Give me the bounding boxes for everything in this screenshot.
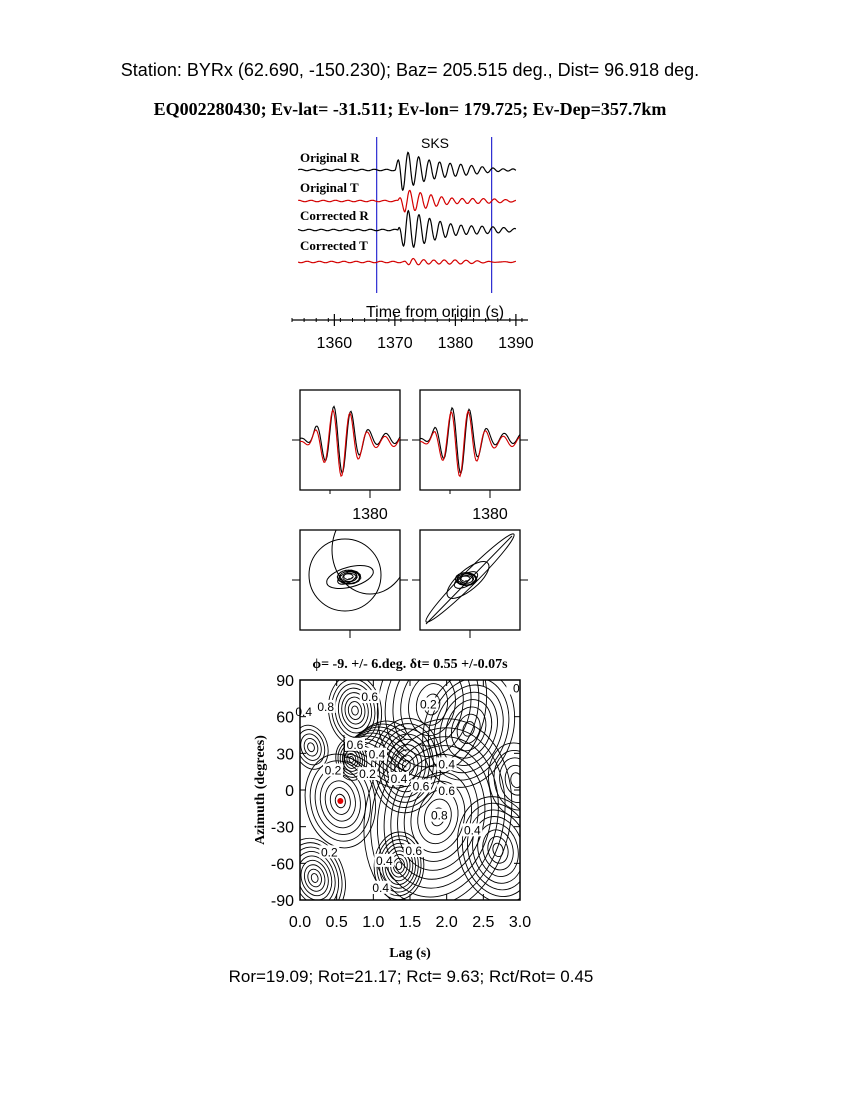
contour-line [292, 852, 336, 905]
x-tick-label: 2.0 [435, 914, 458, 931]
time-tick-label: 1360 [316, 335, 353, 352]
contour-line [275, 831, 355, 926]
waveform-traces-right [420, 408, 520, 476]
contour-line [483, 739, 550, 822]
contour-title: ϕ= -9. +/- 6.deg. δt= 0.55 +/-0.07s [312, 657, 508, 672]
contour-line [302, 737, 320, 758]
contour-value-label: 0.4 [438, 757, 456, 772]
contour-value-label: 0.6 [361, 690, 379, 705]
particle-motion-panels [292, 506, 528, 638]
y-tick-label: -60 [270, 856, 294, 874]
x-tick-label: 2.5 [472, 914, 495, 931]
contour-line [306, 867, 324, 888]
trace-label-original-t: Original T [300, 180, 359, 195]
x-tick-label: 0.5 [325, 914, 348, 931]
corrected-waveform [420, 411, 520, 476]
window-markers [377, 137, 492, 293]
x-tick-label: 1.5 [398, 914, 422, 931]
y-tick-label: -30 [270, 819, 294, 837]
event-header: EQ002280430; Ev-lat= -31.511; Ev-lon= 179.725; Ev-Dep=357.7km [153, 99, 667, 119]
seismogram-panel [292, 135, 534, 352]
trace-label-corrected-t: Corrected T [300, 238, 368, 253]
particle-motion-loop [442, 556, 495, 605]
contour-panel [253, 622, 550, 961]
corrected-waveform [300, 410, 400, 476]
contour-value-label: 0.2 [324, 763, 342, 778]
contour-value-label: 0.8 [317, 699, 335, 714]
time-axis-label: Time from origin (s) [365, 304, 505, 321]
trace-label-corrected-r: Corrected R [300, 208, 369, 223]
y-axis-label: Azimuth (degrees) [253, 735, 268, 845]
y-tick-label: -90 [270, 893, 294, 910]
contour-value-label: 0.2 [359, 767, 376, 782]
waveform-tick-label-left: 1380 [352, 506, 388, 523]
phase-label: SKS [420, 135, 450, 151]
waveform-tick-label-right: 1380 [472, 506, 508, 523]
contour-value-label: 0.2 [419, 697, 437, 712]
time-tick-label: 1390 [498, 335, 534, 352]
contour-line [393, 858, 405, 874]
y-tick-label: 0 [285, 783, 294, 800]
contour-value-label: 0.4 [463, 823, 481, 838]
contour-line [491, 842, 504, 858]
contour-value-label: 0.6 [405, 844, 423, 859]
waveform-comparison-panels [292, 390, 528, 523]
contour-line [510, 772, 523, 789]
contour-value-label: 0.4 [295, 704, 313, 719]
original-waveform [300, 406, 400, 473]
trace-corrected-t [298, 259, 516, 265]
trace-labels [300, 150, 369, 253]
time-tick-label: 1370 [377, 335, 413, 352]
contour-line [396, 862, 402, 870]
contour-value-label: 0.8 [430, 808, 448, 823]
particle-motion-right [421, 529, 519, 627]
stats-footer: Ror=19.09; Rot=21.17; Rct= 9.63; Rct/Rot= 0.45 [228, 967, 594, 986]
x-tick-label: 0.0 [288, 914, 312, 931]
contour-value-label: 0.6 [346, 737, 364, 752]
y-tick-label: 90 [276, 673, 294, 690]
x-tick-label: 1.0 [362, 914, 385, 931]
contour-line [446, 702, 492, 755]
waveform-box-right [420, 390, 520, 490]
contour-line [293, 726, 329, 768]
time-axis-ticks [292, 314, 534, 352]
trace-label-original-r: Original R [300, 150, 360, 165]
time-tick-label: 1380 [437, 335, 474, 352]
waveform-traces-left [300, 406, 400, 476]
contour-line [461, 720, 476, 738]
waveform-box-left [300, 390, 400, 490]
contour-value-label: 0.6 [412, 779, 430, 794]
x-axis-label: Lag (s) [389, 946, 431, 961]
contour-line [307, 742, 316, 753]
particle-motion-ticks [292, 580, 528, 638]
contour-line [503, 764, 530, 797]
particle-motion-core [455, 573, 477, 586]
y-tick-label: 30 [276, 746, 294, 764]
y-tick-label: 60 [276, 709, 294, 727]
station-header: Station: BYRx (62.690, -150.230); Baz= 205.515 deg., Dist= 96.918 deg. [120, 60, 700, 80]
contour-line [351, 706, 359, 716]
contour-value-label: 0.4 [372, 880, 390, 895]
x-tick-label: 3.0 [508, 914, 532, 931]
contour-line [446, 788, 549, 912]
contour-value-label: 0 [512, 681, 520, 696]
contour-value-label: 0.4 [375, 853, 393, 868]
contour-value-label: 0.6 [438, 784, 456, 799]
contour-value-label: 0.4 [390, 772, 408, 786]
contour-value-label: 0.2 [320, 845, 338, 860]
contour-line [310, 873, 319, 884]
best-fit-marker [337, 798, 343, 804]
particle-motion-box-left [300, 530, 400, 630]
contour-value-label: 0.4 [368, 747, 386, 762]
